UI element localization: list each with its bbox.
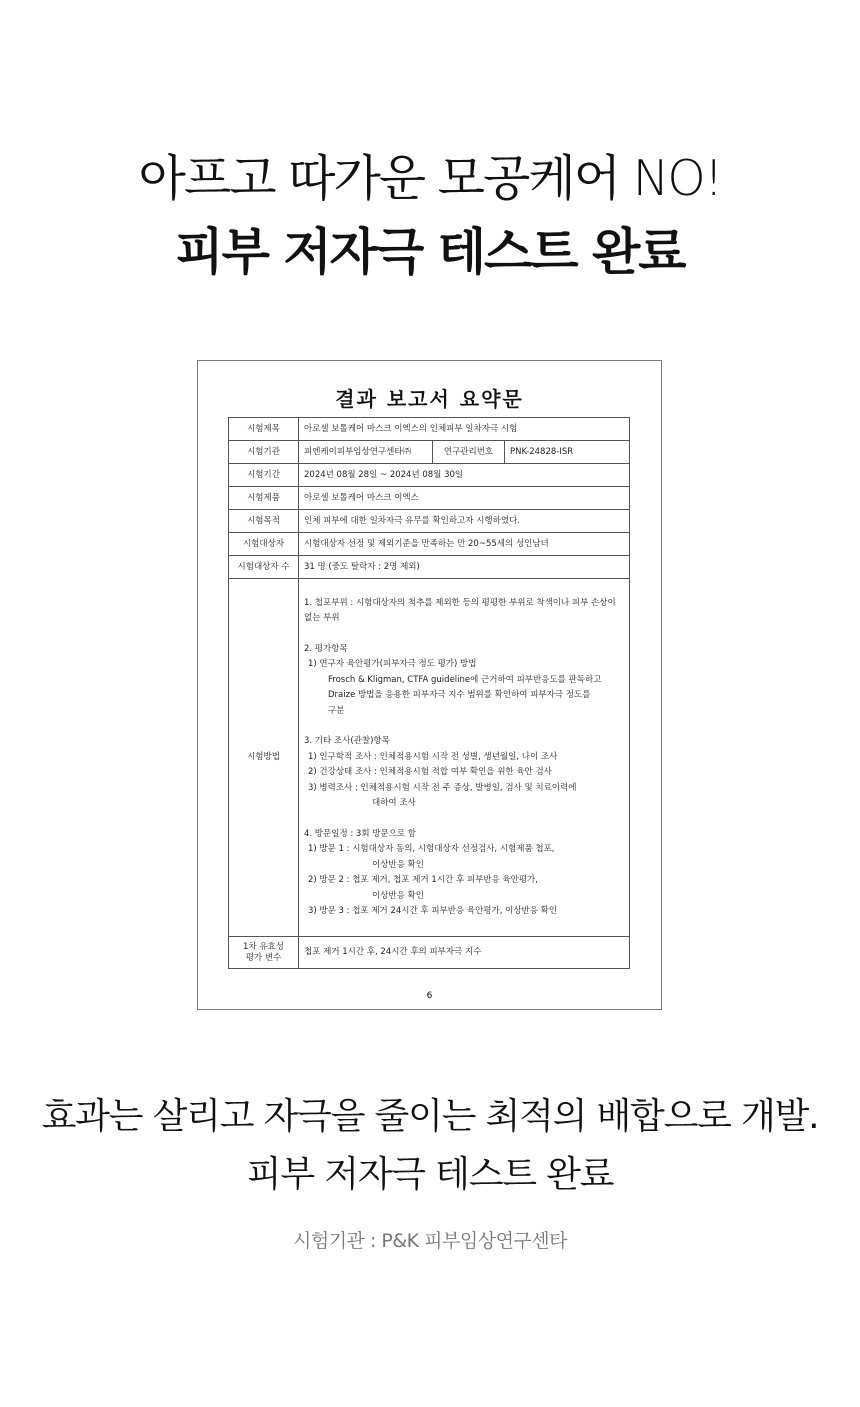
method-line: Draize 방법을 응용한 피부자극 지수 범위를 확인하여 피부자극 정도를 [328,690,591,700]
row-value: 시험대상자 선정 및 제외기준을 만족하는 만 20~55세의 성인남녀 [299,533,630,556]
method-line: 이상반응 확인 [372,890,424,901]
report-summary-table [228,417,630,969]
row-label: 시험방법 [229,579,299,937]
method-line: 1) 방문 1 : 시험대상자 동의, 시험대상자 선정검사, 시험제품 첩포, [308,844,555,854]
row-value: 2024년 08월 28일 ~ 2024년 08월 30일 [299,464,630,487]
report-title: 결과 보고서 요약문 [335,387,524,411]
table-row [229,533,630,556]
headline-line-1: 아프고 따가운 모공케어 NO! [138,150,722,207]
method-line: Frosch & Kligman, CTFA guideline에 근거하여 피부반응도를 판독하고 [328,674,602,685]
row-label: 시험제품 [229,487,299,510]
method-line: 3) 방문 3 : 첩포 제거 24시간 후 피부반응 육안평가, 이상반응 확인 [308,906,558,916]
method-line: 대하여 조사 [372,798,416,808]
tagline-line-1: 효과는 살리고 자극을 줄이는 최적의 배합으로 개발. [41,1096,819,1137]
row-label: 시험대상자 [229,533,299,556]
source-caption: 시험기관 : P&K 피부임상연구센타 [292,1230,567,1252]
row-value: 아로셀 보톨케어 마스크 이엑스 [299,487,630,510]
method-line: 구분 [328,705,345,716]
page-number: 6 [426,991,433,1001]
headline-line-2: 피부 저자극 테스트 완료 [175,223,685,281]
row-value: 아로셀 보톨케어 마스크 이엑스의 인체피부 일차자극 시험 [299,418,630,441]
method-section-3-title: 3. 기타 조사(관찰)항목 [304,736,390,746]
row-label [229,937,299,969]
row-value: 31 명 (중도 탈락자 : 2명 제외) [299,556,630,579]
table-row [229,937,630,969]
method-line: 2) 건강상태 조사 : 인체적용시험 적합 여부 확인을 위한 육안 검사 [308,767,552,777]
method-line: 2) 방문 2 : 첩포 제거, 첩포 제거 1시간 후 피부반응 육안평가, [308,875,538,885]
method-description [299,579,630,937]
method-section-1: 1. 첩포부위 : 시험대상자의 척추를 제외한 등의 평평한 부위로 착색이나 피부 손상이 없는 부위 [304,597,616,623]
table-row [229,487,630,510]
endpoint-label-line-1: 1차 유효성 [243,941,284,952]
row-label: 시험대상자 수 [229,556,299,579]
method-section-2-title: 2. 평가항목 [304,643,348,654]
table-row [229,464,630,487]
tagline-line-2: 피부 저자극 테스트 완료 [246,1154,614,1195]
endpoint-label-line-2: 평가 변수 [245,952,282,963]
report-document [197,360,662,1010]
row-label: 시험제목 [229,418,299,441]
row-value: 첩포 제거 1시간 후, 24시간 후의 피부자극 지수 [299,937,630,969]
method-section-4-title: 4. 방문일정 : 3회 방문으로 함 [304,828,417,839]
row-value: PNK-24828-ISR [505,441,630,464]
table-row [229,441,630,464]
table-row [229,579,630,937]
table-row [229,510,630,533]
row-label: 시험기간 [229,464,299,487]
row-label: 연구관리번호 [433,441,505,464]
method-line: 3) 병력조사 : 인체적용시험 시작 전 주 증상, 발병일, 검사 및 치료이력에 [308,782,577,793]
table-row [229,418,630,441]
method-line: 이상반응 확인 [372,859,424,870]
method-line: 1) 인구학적 조사 : 인체적용시험 시작 전 성별, 생년월일, 나이 조사 [308,751,558,762]
table-row [229,556,630,579]
row-label: 시험기관 [229,441,299,464]
row-value: 인체 피부에 대한 일차자극 유무를 확인하고자 시행하였다. [299,510,630,533]
row-value: 피엔케이피부임상연구센타㈜ [299,441,433,464]
method-line: 1) 연구자 육안평가(피부자극 정도 평가) 방법 [308,659,477,669]
row-label: 시험목적 [229,510,299,533]
